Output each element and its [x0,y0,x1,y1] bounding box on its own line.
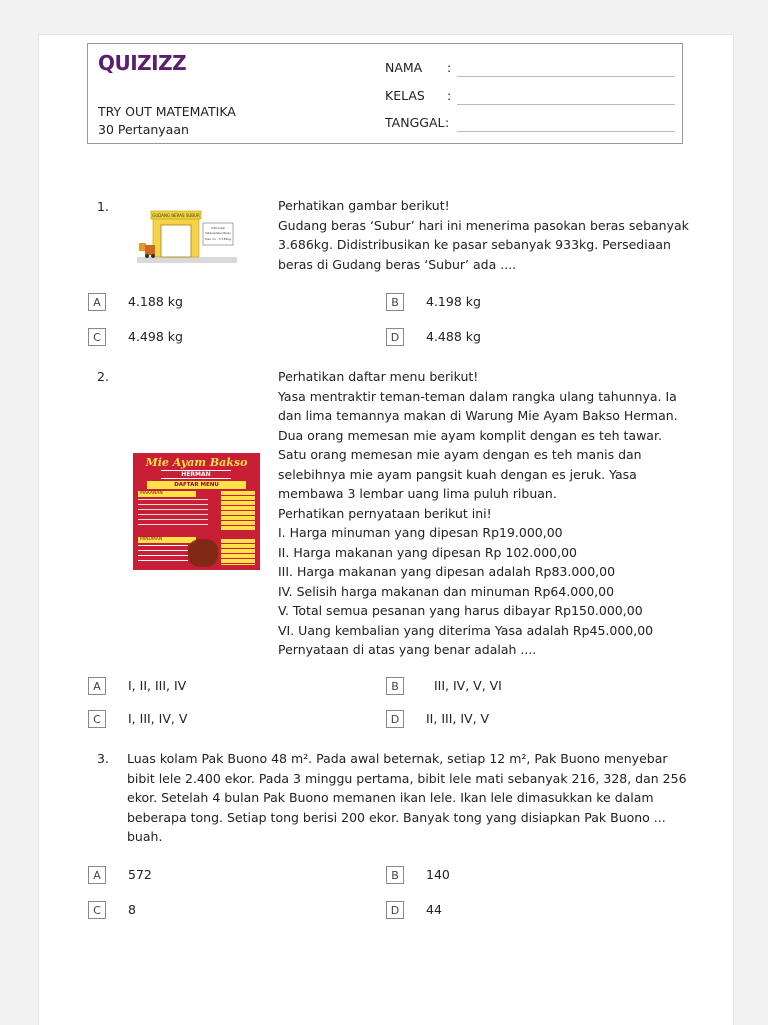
date-line[interactable] [457,131,675,132]
option-text: II, III, IV, V [426,711,490,726]
option-text: 572 [128,867,152,882]
question-count: 30 Pertanyaan [98,122,189,137]
option-text: 140 [426,867,450,882]
date-field[interactable] [385,115,450,130]
date-colon: : [445,115,450,130]
option-key: B [386,866,404,884]
option-key: A [88,293,106,311]
option-key: C [88,710,106,728]
option-key: A [88,677,106,695]
quizizz-logo: QUIZIZZ [98,51,187,75]
menu-food-photo [188,539,218,567]
option-text: I, II, III, IV [128,678,187,693]
warehouse-illustration [137,207,237,267]
class-field[interactable] [385,88,452,103]
class-label: KELAS [385,88,425,103]
menu-owner: HERMAN [161,470,231,479]
option-text: 4.188 kg [128,294,183,309]
menu-heading: DAFTAR MENU [147,481,246,489]
option-text: 44 [426,902,442,917]
option-key: A [88,866,106,884]
question-1-text: Perhatikan gambar berikut! Gudang beras ‘Subur’ hari ini menerima pasokan beras sebanyak 3.686kg. Didistribusikan ke pasar sebanyak 933kg. Persediaan beras di Gudang beras ‘Subur’ ada .... [278,198,689,272]
menu-food-prices [221,491,255,531]
question-3-number: 3. [97,751,109,766]
option-text: 8 [128,902,136,917]
name-line[interactable] [457,76,675,77]
question-3-text: Luas kolam Pak Buono 48 m². Pada awal beternak, setiap 12 m², Pak Buono menyebar bibit lele 2.400 ekor. Pada 3 minggu pertama, bibit lele mati sebanyak 216, 328, dan 256 ekor. Setelah 4 bulan Pak Buono memanen ikan lele. Ikan lele dimasukkan ke dalam beberapa tong. Setiap tong berisi 200 ekor. Banyak tong yang disiapkan Pak Buono ... buah. [127,751,687,844]
name-label: NAMA [385,60,423,75]
svg-text:Ketersediaan Beras: Ketersediaan Beras [205,232,231,235]
svg-text:Hari ini : 3.745kg: Hari ini : 3.745kg [205,237,231,241]
quiz-title: TRY OUT MATEMATIKA [98,104,236,119]
menu-brand: Mie Ayam Bakso [145,456,248,469]
menu-image [133,453,260,570]
option-key: D [386,328,404,346]
warehouse-sign: GUDANG BERAS SUBUR [152,213,200,218]
option-key: C [88,901,106,919]
name-field[interactable] [385,60,452,75]
box-stack [139,243,146,251]
name-colon: : [447,60,452,75]
class-colon: : [447,88,452,103]
date-label: TANGGAL [385,115,445,130]
menu-food-list [138,499,208,529]
ground [137,257,237,263]
worksheet-header [87,43,683,144]
option-key: D [386,901,404,919]
svg-text:Informasi: Informasi [210,226,226,230]
option-key: B [386,677,404,695]
option-text: III, IV, V, VI [426,678,502,693]
menu-drink-prices [221,539,255,565]
menu-food-heading: MAKANAN [138,491,196,497]
option-key: D [386,710,404,728]
forklift [145,245,155,255]
option-key: B [386,293,404,311]
option-text: 4.198 kg [426,294,481,309]
worksheet-page [38,34,734,1025]
question-2-number: 2. [97,369,109,384]
option-key: C [88,328,106,346]
option-text: 4.488 kg [426,329,481,344]
question-1-number: 1. [97,199,109,214]
menu-drink-heading: MINUMAN [138,537,196,543]
option-text: 4.498 kg [128,329,183,344]
question-2-text: Perhatikan daftar menu berikut! Yasa mentraktir teman-teman dalam rangka ulang tahunnya. Ia dan lima temannya makan di Warung Mie Ayam Bakso Herman. Dua orang memesan mie ayam komplit dengan es teh tawar. Satu orang memesan mie ayam dengan es teh manis dan selebihnya mie ayam pangsit kuah dengan es jeruk. Yasa membawa 3 lembar uang lima puluh ribuan. Perhatikan pernyataan berikut ini! I. Harga minuman yang dipesan Rp19.000,00 II. Harga makanan yang dipesan Rp 102.000,00 III. Harga makanan yang dipesan adalah Rp83.000,00 IV. Selisih harga makanan dan minuman Rp64.000,00 V. Total semua pesanan yang harus dibayar Rp150.000,00 VI. Uang kembalian yang diterima Yasa adalah Rp45.000,00 Pernyataan di atas yang benar adalah .... [278,369,678,657]
menu-drink-list [138,545,188,565]
warehouse-door [161,225,191,257]
class-line[interactable] [457,104,675,105]
option-text: I, III, IV, V [128,711,188,726]
